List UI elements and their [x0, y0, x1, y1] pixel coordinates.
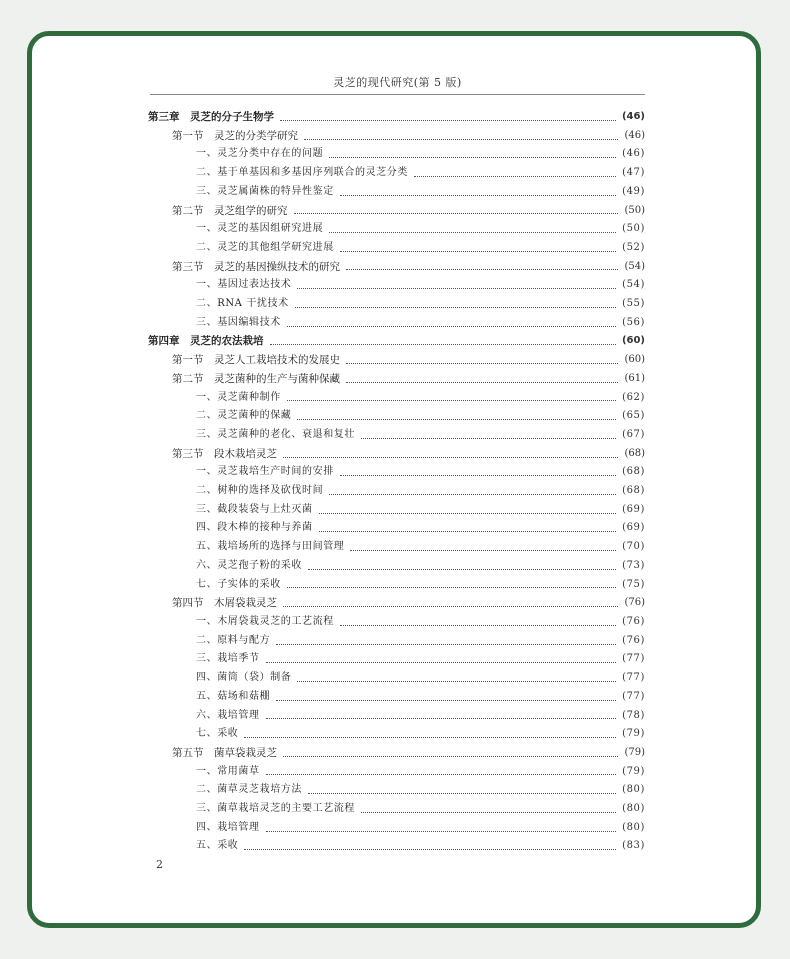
toc-subsection	[148, 819, 645, 838]
toc-entry-page: (46)	[621, 111, 645, 122]
toc-entry-title: 三、截段装袋与上灶灭菌	[196, 503, 313, 515]
dot-leader	[414, 176, 616, 177]
toc-subsection	[148, 463, 645, 482]
toc-entry-page: (77)	[622, 690, 645, 702]
toc-entry-title: 二、灵芝菌种的保藏	[196, 410, 292, 422]
dot-leader	[329, 494, 616, 495]
toc-subsection	[148, 164, 645, 183]
toc-entry-page: (54)	[624, 260, 645, 272]
toc-subsection	[148, 688, 645, 707]
toc-entry-page: (65)	[622, 410, 645, 422]
toc-entry-page: (79)	[622, 765, 645, 777]
toc-entry-title: 一、常用菌草	[196, 765, 260, 777]
toc-subsection	[148, 763, 645, 782]
toc-entry-title: 一、灵芝菌种制作	[196, 391, 281, 403]
toc-subsection	[148, 183, 645, 202]
toc-subsection	[148, 837, 645, 856]
toc-entry-page: (60)	[621, 335, 645, 347]
toc-entry-title: 六、栽培管理	[196, 709, 260, 721]
toc-section	[148, 445, 645, 464]
toc-entry-title: 二、基于单基因和多基因序列联合的灵芝分类	[196, 167, 408, 179]
toc-subsection	[148, 538, 645, 557]
toc-entry-page: (69)	[622, 522, 645, 534]
dot-leader	[361, 812, 616, 813]
toc-entry-page: (78)	[622, 709, 645, 721]
toc-entry-title: 一、灵芝的基因组研究进展	[196, 223, 324, 235]
toc-subsection	[148, 389, 645, 408]
toc-entry-page: (54)	[622, 279, 645, 291]
dot-leader	[350, 550, 616, 551]
toc-chapter	[148, 108, 645, 127]
dot-leader	[346, 269, 618, 270]
dot-leader	[329, 232, 616, 233]
toc-entry-title: 第三节 段木栽培灵芝	[172, 447, 277, 460]
toc-subsection	[148, 632, 645, 651]
toc-entry-title: 四、栽培管理	[196, 821, 260, 833]
dot-leader	[287, 326, 616, 327]
toc-entry-title: 第四章 灵芝的农法栽培	[148, 335, 264, 348]
toc-entry-page: (79)	[622, 728, 645, 740]
toc-entry-page: (68)	[622, 485, 645, 497]
dot-leader	[361, 438, 616, 439]
toc-entry-page: (69)	[622, 503, 645, 515]
dot-leader	[346, 382, 618, 383]
toc-subsection	[148, 145, 645, 164]
dot-leader	[266, 718, 616, 719]
toc-entry-title: 第三节 灵芝的基因操纵技术的研究	[172, 260, 340, 273]
table-of-contents	[148, 108, 645, 856]
toc-subsection	[148, 239, 645, 258]
toc-subsection	[148, 426, 645, 445]
dot-leader	[297, 419, 616, 420]
toc-entry-page: (52)	[622, 241, 645, 253]
dot-leader	[329, 157, 616, 158]
toc-entry-title: 二、菌草灵芝栽培方法	[196, 784, 302, 796]
toc-subsection	[148, 707, 645, 726]
dot-leader	[287, 400, 616, 401]
toc-entry-page: (67)	[622, 428, 645, 440]
header-rule	[150, 94, 645, 95]
toc-entry-title: 三、基因编辑技术	[196, 316, 281, 328]
toc-entry-title: 四、菌筒（袋）制备	[196, 672, 292, 684]
toc-entry-title: 二、灵芝的其他组学研究进展	[196, 241, 334, 253]
toc-entry-title: 五、栽培场所的选择与田间管理	[196, 541, 345, 553]
toc-entry-title: 三、菌草栽培灵芝的主要工艺流程	[196, 803, 355, 815]
toc-entry-page: (50)	[624, 204, 645, 216]
toc-subsection	[148, 220, 645, 239]
toc-entry-page: (75)	[622, 578, 645, 590]
toc-section	[148, 594, 645, 613]
toc-subsection	[148, 650, 645, 669]
toc-subsection	[148, 501, 645, 520]
toc-entry-page: (68)	[622, 466, 645, 478]
dot-leader	[340, 625, 616, 626]
toc-subsection	[148, 482, 645, 501]
dot-leader	[287, 587, 616, 588]
toc-entry-page: (79)	[624, 746, 645, 758]
toc-entry-title: 三、灵芝属菌株的特异性鉴定	[196, 185, 334, 197]
page-number: 2	[156, 858, 163, 871]
toc-entry-title: 第五节 菌草袋栽灵芝	[172, 746, 277, 759]
toc-entry-title: 一、基因过表达技术	[196, 279, 292, 291]
dot-leader	[294, 213, 619, 214]
dot-leader	[340, 475, 616, 476]
toc-subsection	[148, 725, 645, 744]
dot-leader	[283, 756, 618, 757]
toc-chapter	[148, 332, 645, 351]
toc-entry-title: 三、灵芝菌种的老化、衰退和复壮	[196, 428, 355, 440]
toc-entry-page: (80)	[622, 821, 645, 833]
dot-leader	[266, 774, 616, 775]
toc-entry-title: 四、段木棒的接种与养菌	[196, 522, 313, 534]
dot-leader	[297, 288, 616, 289]
toc-entry-page: (46)	[624, 129, 645, 141]
dot-leader	[283, 457, 618, 458]
dot-leader	[266, 831, 616, 832]
toc-entry-title: 六、灵芝孢子粉的采收	[196, 559, 302, 571]
toc-entry-title: 第一节 灵芝的分类学研究	[172, 129, 298, 142]
dot-leader	[319, 531, 616, 532]
toc-entry-page: (77)	[622, 653, 645, 665]
toc-entry-page: (47)	[622, 167, 645, 179]
dot-leader	[276, 644, 616, 645]
dot-leader	[308, 793, 616, 794]
toc-subsection	[148, 295, 645, 314]
dot-leader	[266, 662, 616, 663]
toc-entry-page: (76)	[622, 615, 645, 627]
dot-leader	[283, 606, 618, 607]
toc-entry-page: (73)	[622, 559, 645, 571]
dot-leader	[244, 737, 616, 738]
toc-entry-title: 七、采收	[196, 728, 239, 740]
dot-leader	[270, 344, 616, 345]
toc-subsection	[148, 576, 645, 595]
toc-entry-page: (61)	[624, 372, 645, 384]
toc-entry-page: (56)	[622, 316, 645, 328]
dot-leader	[340, 251, 616, 252]
toc-entry-page: (77)	[622, 672, 645, 684]
toc-entry-title: 五、菇场和菇棚	[196, 690, 271, 702]
toc-subsection	[148, 519, 645, 538]
toc-entry-title: 七、子实体的采收	[196, 578, 281, 590]
toc-entry-page: (83)	[622, 840, 645, 852]
dot-leader	[276, 700, 616, 701]
dot-leader	[346, 363, 618, 364]
toc-entry-page: (49)	[622, 185, 645, 197]
toc-entry-page: (70)	[622, 541, 645, 553]
toc-entry-title: 二、RNA 干扰技术	[196, 298, 289, 310]
toc-entry-page: (76)	[624, 597, 645, 609]
toc-entry-title: 第二节 灵芝菌种的生产与菌种保藏	[172, 372, 340, 385]
dot-leader	[280, 120, 616, 121]
toc-entry-title: 二、原料与配方	[196, 634, 271, 646]
dot-leader	[297, 681, 616, 682]
toc-subsection	[148, 276, 645, 295]
toc-entry-title: 三、栽培季节	[196, 653, 260, 665]
toc-entry-page: (46)	[622, 148, 645, 160]
toc-entry-page: (62)	[622, 391, 645, 403]
dot-leader	[319, 513, 616, 514]
toc-subsection	[148, 407, 645, 426]
toc-entry-page: (55)	[622, 298, 645, 310]
toc-entry-page: (50)	[622, 223, 645, 235]
dot-leader	[304, 139, 618, 140]
dot-leader	[244, 849, 616, 850]
toc-entry-title: 五、采收	[196, 840, 239, 852]
toc-entry-page: (60)	[624, 354, 645, 366]
toc-entry-page: (80)	[622, 803, 645, 815]
toc-subsection	[148, 314, 645, 333]
toc-subsection	[148, 800, 645, 819]
toc-subsection	[148, 557, 645, 576]
toc-entry-title: 二、树种的选择及砍伐时间	[196, 485, 324, 497]
toc-entry-page: (80)	[622, 784, 645, 796]
dot-leader	[340, 195, 616, 196]
toc-section	[148, 744, 645, 763]
toc-entry-title: 第三章 灵芝的分子生物学	[148, 111, 274, 123]
toc-section	[148, 127, 645, 146]
toc-entry-title: 一、灵芝栽培生产时间的安排	[196, 466, 334, 478]
toc-subsection	[148, 613, 645, 632]
toc-entry-page: (76)	[622, 634, 645, 646]
toc-section	[148, 202, 645, 221]
toc-entry-title: 第一节 灵芝人工栽培技术的发展史	[172, 354, 340, 367]
toc-subsection	[148, 669, 645, 688]
dot-leader	[308, 569, 616, 570]
toc-section	[148, 258, 645, 277]
toc-section	[148, 351, 645, 370]
toc-section	[148, 370, 645, 389]
dot-leader	[295, 307, 616, 308]
toc-entry-page: (68)	[624, 447, 645, 459]
running-head: 灵芝的现代研究(第 5 版)	[333, 76, 462, 89]
toc-subsection	[148, 781, 645, 800]
toc-entry-title: 一、木屑袋栽灵芝的工艺流程	[196, 615, 334, 627]
toc-entry-title: 一、灵芝分类中存在的问题	[196, 148, 324, 160]
toc-entry-title: 第二节 灵芝组学的研究	[172, 204, 288, 217]
toc-entry-title: 第四节 木屑袋栽灵芝	[172, 597, 277, 610]
